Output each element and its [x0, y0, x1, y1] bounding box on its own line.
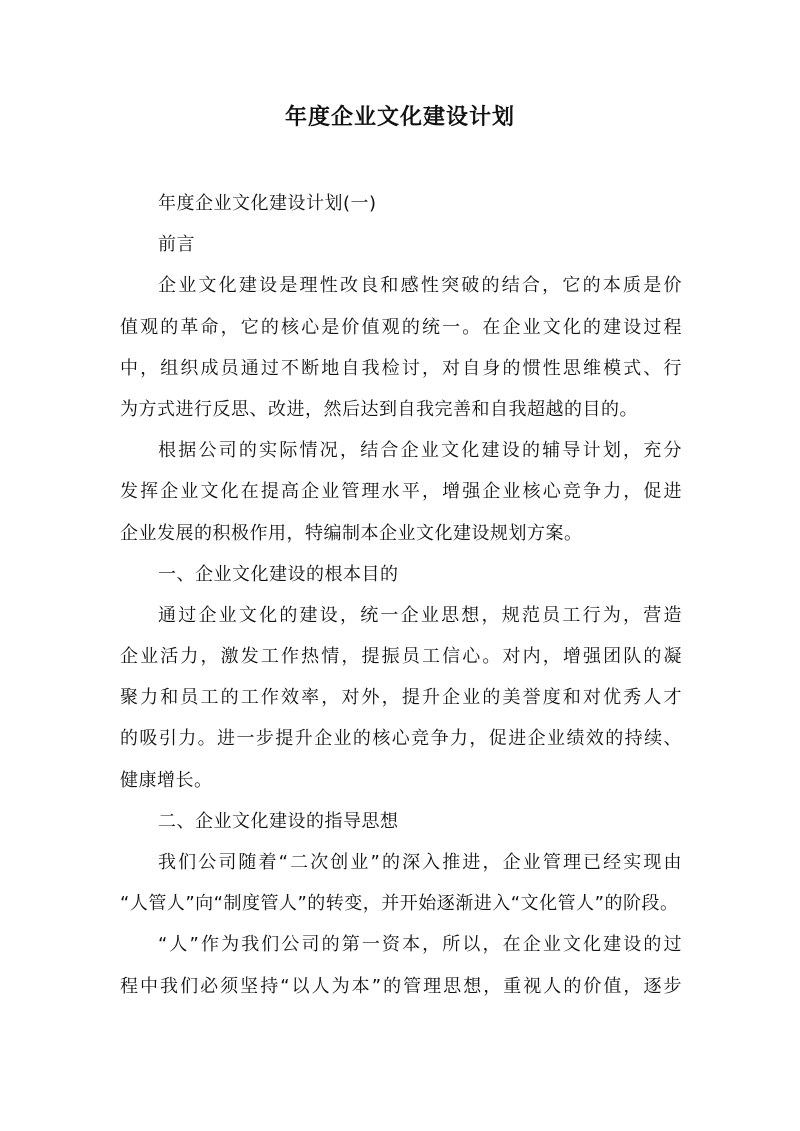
text-line: 值观的革命，它的核心是价值观的统一。在企业文化的建设过程	[120, 316, 682, 338]
text-line: 年度企业文化建设计划(一)	[158, 193, 377, 214]
text-line: 二、企业文化建设的指导思想	[158, 810, 399, 832]
text-line: 发挥企业文化在提高企业管理水平，增强企业核心竞争力，促进	[120, 481, 682, 503]
text-line: 程中我们必须坚持“以人为本”的管理思想，重视人的价值，逐步	[120, 975, 682, 997]
text-line: 企业活力，激发工作热情，提振员工信心。对内，增强团队的凝	[120, 646, 682, 668]
text-line: 前言	[158, 234, 195, 256]
text-line: 中，组织成员通过不断地自我检讨，对自身的惯性思维模式、行	[120, 357, 682, 379]
text-line: 为方式进行反思、改进，然后达到自我完善和自我超越的目的。	[120, 398, 638, 420]
text-line: “人管人”向“制度管人”的转变，并开始逐渐进入“文化管人”的阶段。	[120, 893, 679, 915]
text-line: 通过企业文化的建设，统一企业思想，规范员工行为，营造	[158, 604, 682, 626]
text-line: “人”作为我们公司的第一资本，所以，在企业文化建设的过	[158, 934, 682, 956]
text-line: 的吸引力。进一步提升企业的核心竞争力，促进企业绩效的持续、	[120, 728, 682, 750]
text-line: 我们公司随着“二次创业”的深入推进，企业管理已经实现由	[158, 852, 682, 873]
text-line: 聚力和员工的工作效率，对外，提升企业的美誉度和对优秀人才	[120, 687, 682, 709]
text-line: 企业发展的积极作用，特编制本企业文化建设规划方案。	[120, 522, 583, 544]
text-line: 健康增长。	[120, 769, 213, 791]
document-body	[120, 183, 682, 1007]
text-line: 一、企业文化建设的根本目的	[158, 563, 399, 585]
document-title: 年度企业文化建设计划	[284, 105, 515, 130]
text-line: 企业文化建设是理性改良和感性突破的结合，它的本质是价	[158, 275, 682, 297]
text-line: 根据公司的实际情况，结合企业文化建设的辅导计划，充分	[158, 440, 682, 462]
